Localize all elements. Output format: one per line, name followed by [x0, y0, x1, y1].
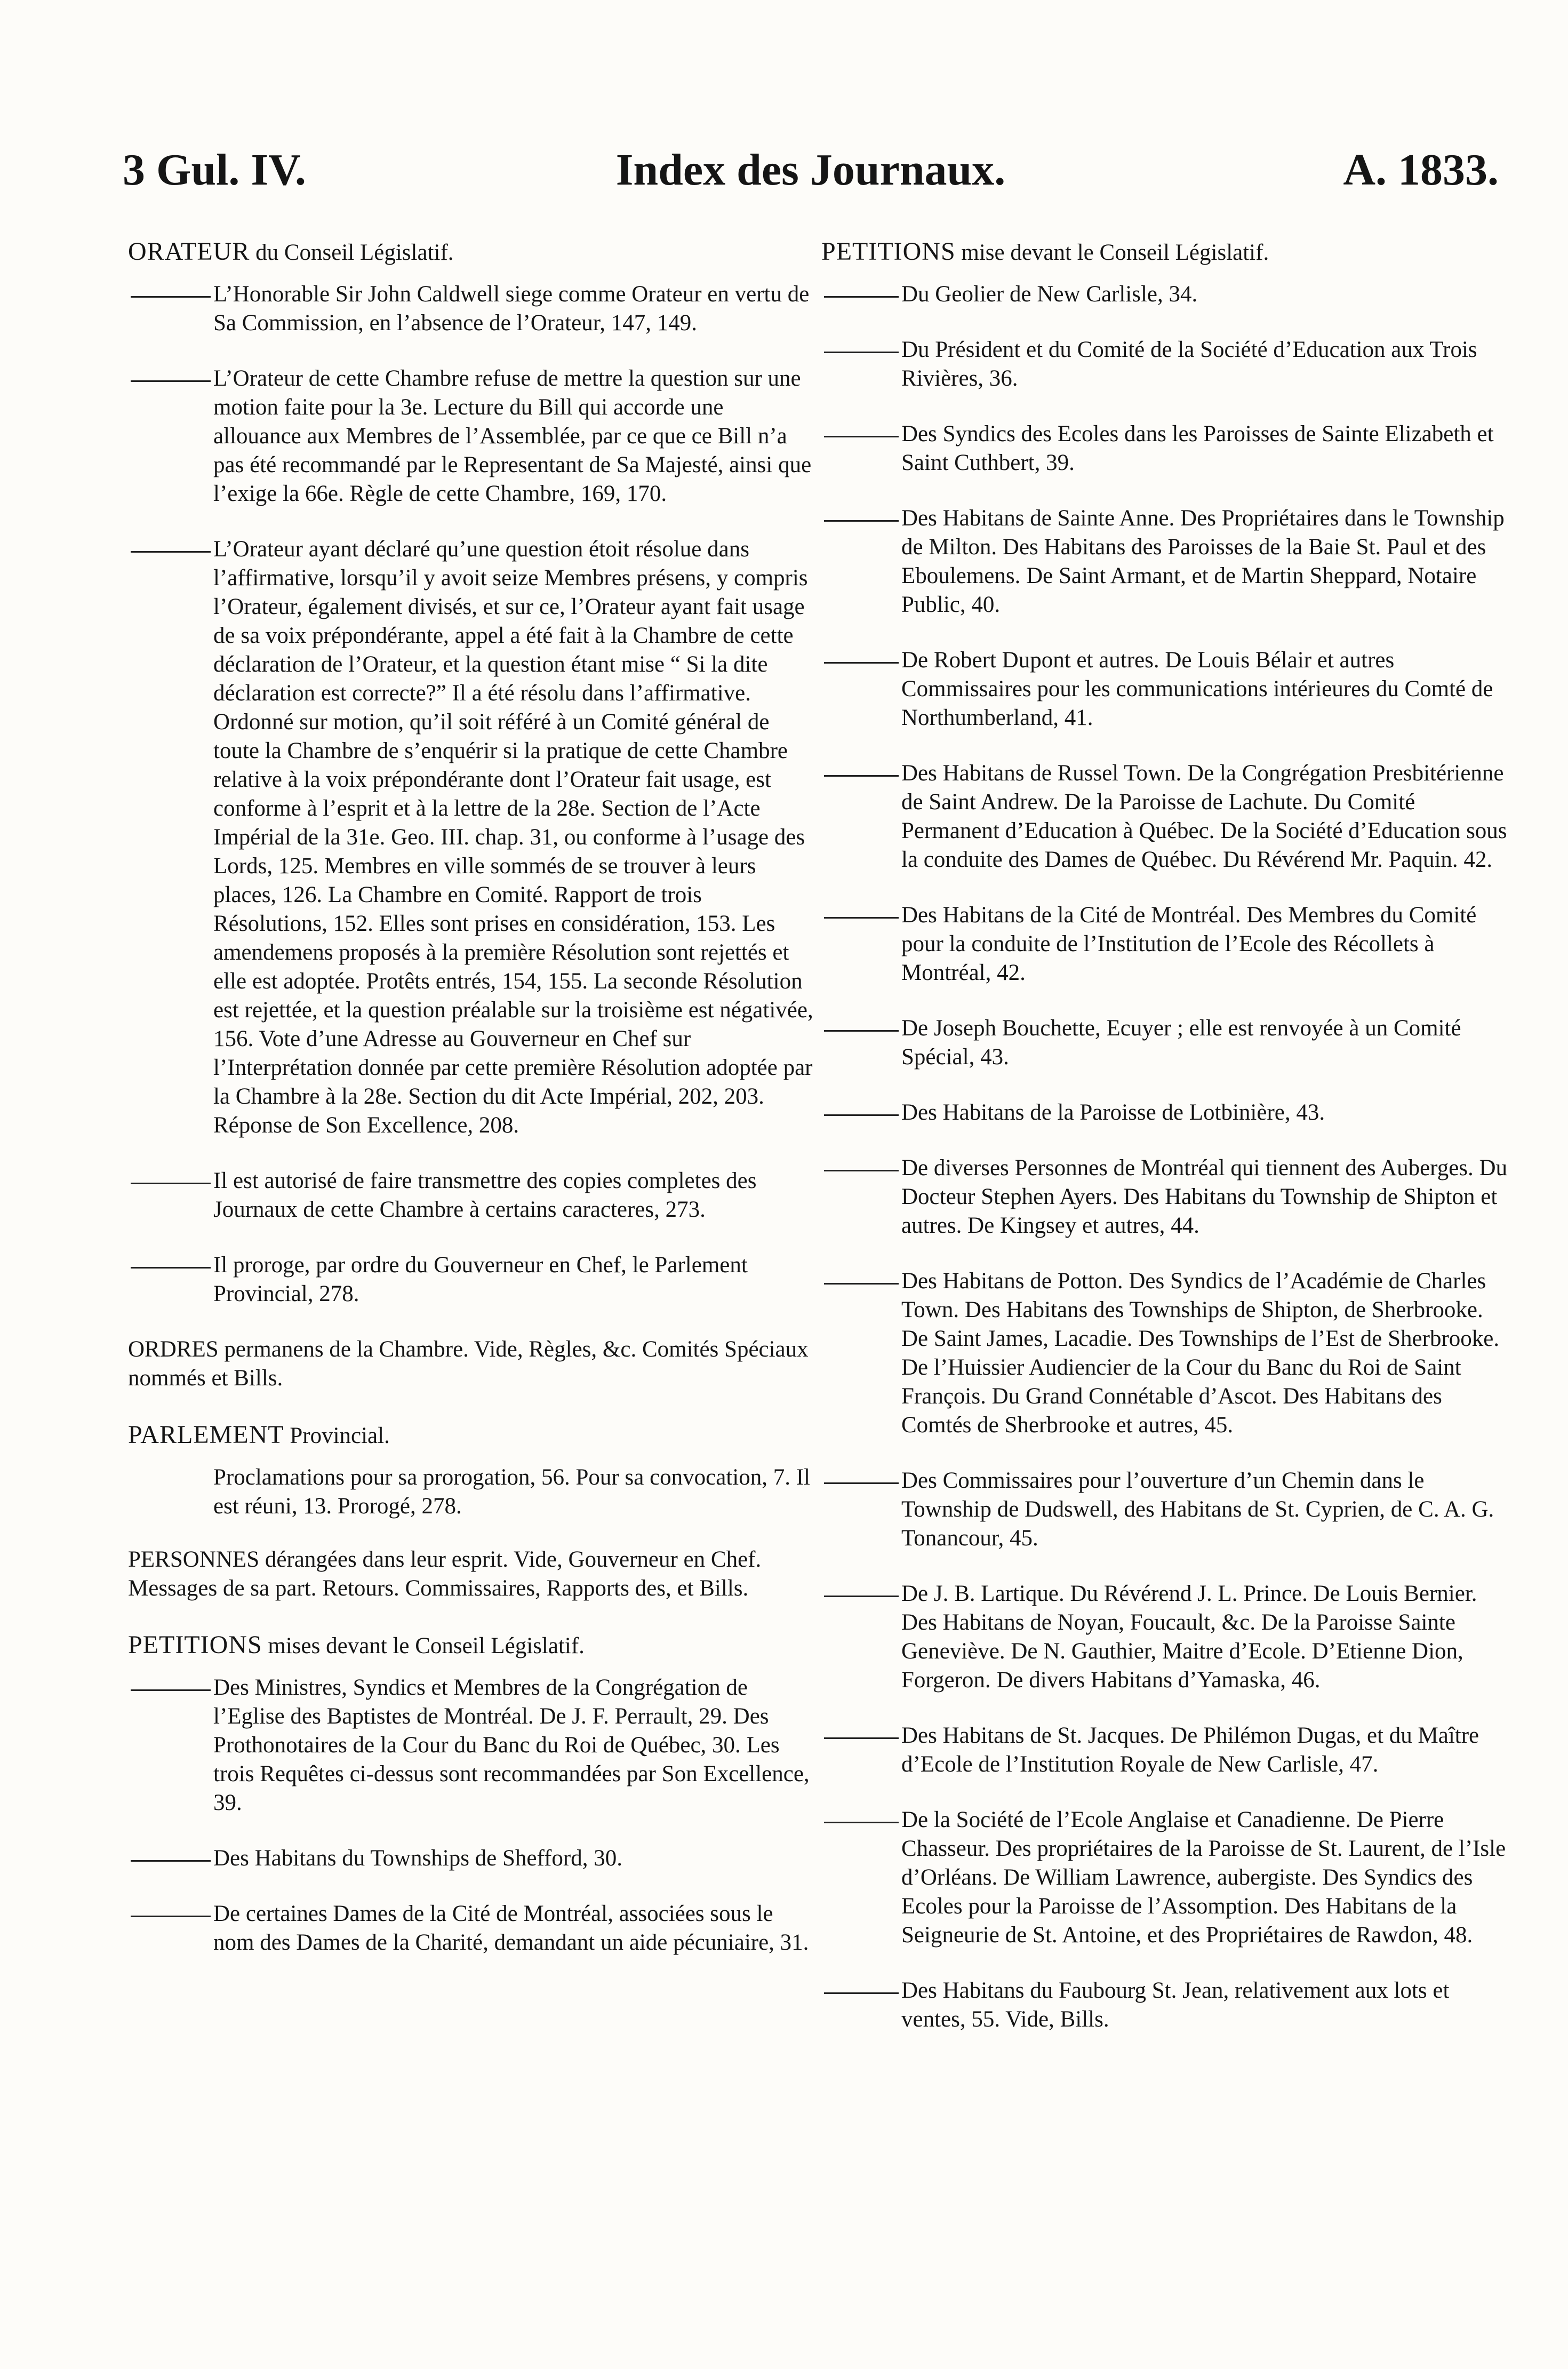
index-entry [821, 1580, 1509, 1695]
left-column [128, 237, 816, 1984]
heading-rest: du Conseil Législatif. [250, 240, 454, 265]
dash-rule [824, 296, 899, 298]
index-entry [821, 1098, 1509, 1127]
heading-rest: mise devant le Conseil Législatif. [955, 240, 1269, 265]
header-title: Index des Journaux. [615, 145, 1006, 195]
index-entry [128, 280, 816, 338]
entry-text: De la Société de l’Ecole Anglaise et Canadienne. De Pierre Chasseur. Des propriétaires de la Paroisse de St. Laurent, de l’Isle d’Orléans. De William Lawrence, aubergiste. Des Syndics des Ecoles pour la Paroisse de l’Assomption. Des Habitans de la Seigneurie de St. Antoine, et des Propriétaires de Rawdon, 48. [901, 1807, 1506, 1948]
dash-rule [824, 1737, 899, 1739]
heading-word: PARLEMENT [128, 1421, 284, 1449]
entry-text: Des Habitans de Sainte Anne. Des Propriétaires dans le Township de Milton. Des Habitans des Paroisses de la Baie St. Paul et des Eboulemens. De Saint Armant, et de Martin Sheppard, Notaire Public, 40. [901, 506, 1505, 617]
dash-rule [131, 1860, 211, 1862]
header-left: 3 Gul. IV. [123, 145, 306, 195]
entry-text: Des Habitans du Faubourg St. Jean, relativement aux lots et ventes, 55. Vide, Bills. [901, 1978, 1450, 2032]
entry-text: Il est autorisé de faire transmettre des copies completes des Journaux de cette Chambre à certains caracteres, 273. [213, 1168, 757, 1222]
entry-text: De certaines Dames de la Cité de Montréal, associées sous le nom des Dames de la Charité, demandant un aide pécuniaire, 31. [213, 1901, 809, 1955]
entry-text: Du Président et du Comité de la Société d’Education aux Trois Rivières, 36. [901, 337, 1477, 391]
heading-word: PERSONNES [128, 1547, 260, 1572]
dash-rule [824, 520, 899, 522]
entry-text: L’Orateur de cette Chambre refuse de mettre la question sur une motion faite pour la 3e. Lecture du Bill qui accorde une allouance aux Membres de l’Assemblée, par ce que ce Bill n’a pas été recommandé par le Representant de Sa Majesté, ainsi que l’exige la 66e. Règle de cette Chambre, 169, 170. [213, 366, 812, 506]
entry-text: Du Geolier de New Carlisle, 34. [901, 282, 1198, 307]
index-entry [821, 901, 1509, 987]
dash-rule [824, 1482, 899, 1484]
index-entry [128, 1167, 816, 1224]
heading-word: ORDRES [128, 1337, 219, 1362]
heading-orateur [128, 237, 816, 267]
index-entry [128, 1844, 816, 1873]
heading-rest: Provincial. [284, 1423, 390, 1448]
index-entry [821, 759, 1509, 874]
index-entry [128, 1251, 816, 1309]
page-header [123, 144, 1499, 213]
index-entry [128, 1673, 816, 1817]
heading-word: PETITIONS [128, 1631, 262, 1659]
entry-text: Des Habitans de Russel Town. De la Congrégation Presbitérienne de Saint Andrew. De la Paroisse de Lachute. Du Comité Permanent d’Education à Québec. De la Société d’Education sous la conduite des Dames de Québec. Du Révérend Mr. Paquin. 42. [901, 761, 1507, 872]
dash-rule [824, 1170, 899, 1171]
dash-rule [824, 1283, 899, 1285]
dash-rule [824, 775, 899, 777]
dash-rule [131, 1183, 211, 1184]
dash-rule [824, 917, 899, 919]
entry-text: Des Habitans de St. Jacques. De Philémon Dugas, et du Maître d’Ecole de l’Institution Royale de New Carlisle, 47. [901, 1723, 1479, 1777]
dash-rule [824, 662, 899, 664]
entry-text: Des Ministres, Syndics et Membres de la Congrégation de l’Eglise des Baptistes de Montréal. De J. F. Perrault, 29. Des Prothonotaires de la Cour du Banc du Roi de Québec, 30. Les trois Requêtes ci-dessus sont recommandées par Son Excellence, 39. [213, 1675, 810, 1815]
dash-rule [131, 1689, 211, 1691]
heading-word: PETITIONS [821, 237, 956, 266]
heading-text: dérangées dans leur esprit. Vide, Gouverneur en Chef. Messages de sa part. Retours. Commissaires, Rapports des, et Bills. [128, 1547, 762, 1601]
index-entry [821, 420, 1509, 477]
entry-text: Il proroge, par ordre du Gouverneur en Chef, le Parlement Provincial, 278. [213, 1253, 748, 1306]
dash-rule [131, 551, 211, 553]
index-entry [821, 1466, 1509, 1553]
entry-text: De Robert Dupont et autres. De Louis Bélair et autres Commissaires pour les communications intérieures du Comté de Northumberland, 41. [901, 648, 1493, 730]
heading-parlement [128, 1421, 816, 1450]
dash-rule [824, 1030, 899, 1032]
dash-rule [824, 1114, 899, 1116]
entry-text: L’Orateur ayant déclaré qu’une question étoit résolue dans l’affirmative, lorsqu’il y avoit seize Membres présens, y compris l’Orateur, également divisés, et sur ce, l’Orateur ayant fait usage de sa voix prépondérante, appel a été fait à la Chambre de cette déclaration de l’Orateur, et la question étant mise “ Si la dite déclaration est correcte?” Il a été résolu dans l’affirmative. Ordonné sur motion, qu’il soit référé à un Comité général de toute la Chambre de s’enquérir si la pratique de cette Chambre relative à la voix prépondérante dont l’Orateur fait usage, est conforme à l’esprit et à la lettre de la 28e. Section de l’Acte Impérial de la 31e. Geo. III. chap. 31, ou conforme à l’usage des Lords, 125. Membres en ville sommés de se trouver à leurs places, 126. La Chambre en Comité. Rapport de trois Résolutions, 152. Elles sont prises en considération, 153. Les amendemens proposés à la première Résolution sont rejettés et elle est adoptée. Protêts entrés, 154, 155. La seconde Résolution est rejettée, et la question préalable sur la troisième est négativée, 156. Vote d’une Adresse au Gouverneur en Chef sur l’Interprétation donnée par cette première Résolution adoptée par la Chambre à la 28e. Section du dit Acte Impérial, 202, 203. Réponse de Son Excellence, 208. [213, 537, 813, 1138]
index-entry [128, 1900, 816, 1957]
heading-petitions-right [821, 237, 1509, 267]
entry-text: De diverses Personnes de Montréal qui tiennent des Auberges. Du Docteur Stephen Ayers. Des Habitans du Township de Shipton et autres. De Kingsey et autres, 44. [901, 1155, 1508, 1238]
dash-rule [824, 1992, 899, 1994]
index-entry [821, 646, 1509, 732]
entry-text: De Joseph Bouchette, Ecuyer ; elle est renvoyée à un Comité Spécial, 43. [901, 1016, 1461, 1070]
index-entry [128, 535, 816, 1140]
header-right: A. 1833. [1343, 145, 1499, 195]
entry-text: Des Habitans de Potton. Des Syndics de l’Académie de Charles Town. Des Habitans des Townships de Shipton, de Sherbrooke. De Saint James, Lacadie. Des Townships de l’Est de Sherbrooke. De l’Huissier Audiencier de la Cour du Banc du Roi de Saint François. Du Grand Connétable d’Ascot. Des Habitans des Comtés de Sherbrooke et autres, 45. [901, 1269, 1500, 1438]
dash-rule [824, 1596, 899, 1597]
index-entry [821, 1267, 1509, 1440]
parlement-note: Proclamations pour sa prorogation, 56. Pour sa convocation, 7. Il est réuni, 13. Prorogé, 278. [213, 1465, 810, 1519]
index-entry [821, 1976, 1509, 2034]
heading-text: permanens de la Chambre. Vide, Règles, &c. Comités Spéciaux nommés et Bills. [128, 1337, 809, 1391]
entry-text: Des Syndics des Ecoles dans les Paroisses de Sainte Elizabeth et Saint Cuthbert, 39. [901, 421, 1494, 475]
index-entry [821, 336, 1509, 393]
heading-ordres [128, 1335, 816, 1393]
index-entry [821, 1014, 1509, 1072]
index-entry [821, 504, 1509, 619]
entry-text: Des Habitans de la Paroisse de Lotbinière, 43. [901, 1100, 1325, 1125]
index-entry [821, 280, 1509, 309]
entry-text: De J. B. Lartique. Du Révérend J. L. Prince. De Louis Bernier. Des Habitans de Noyan, Foucault, &c. De la Paroisse Sainte Geneviève. De N. Gauthier, Maitre d’Ecole. D’Etienne Dion, Forgeron. De divers Habitans d’Yamaska, 46. [901, 1581, 1477, 1693]
index-entry [128, 364, 816, 508]
dash-rule [131, 296, 211, 298]
dash-rule [824, 436, 899, 437]
heading-word: ORATEUR [128, 237, 250, 266]
entry-text: Des Habitans du Townships de Shefford, 30. [213, 1846, 622, 1871]
entry-text: Des Habitans de la Cité de Montréal. Des Membres du Comité pour la conduite de l’Institution de l’Ecole des Récollets à Montréal, 42. [901, 903, 1477, 985]
dash-rule [131, 1916, 211, 1917]
dash-rule [824, 1822, 899, 1823]
right-column [821, 237, 1509, 2061]
heading-petitions [128, 1631, 816, 1661]
heading-rest: mises devant le Conseil Législatif. [262, 1633, 585, 1658]
dash-rule [131, 1267, 211, 1269]
dash-rule [131, 380, 211, 382]
index-entry [821, 1154, 1509, 1240]
index-entry [821, 1721, 1509, 1779]
entry-text: L’Honorable Sir John Caldwell siege comme Orateur en vertu de Sa Commission, en l’absence de l’Orateur, 147, 149. [213, 282, 810, 336]
heading-personnes [128, 1545, 816, 1603]
index-entry [821, 1806, 1509, 1950]
dash-rule [824, 352, 899, 353]
entry-text: Des Commissaires pour l’ouverture d’un Chemin dans le Township de Dudswell, des Habitans de St. Cyprien, de C. A. G. Tonancour, 45. [901, 1468, 1494, 1551]
